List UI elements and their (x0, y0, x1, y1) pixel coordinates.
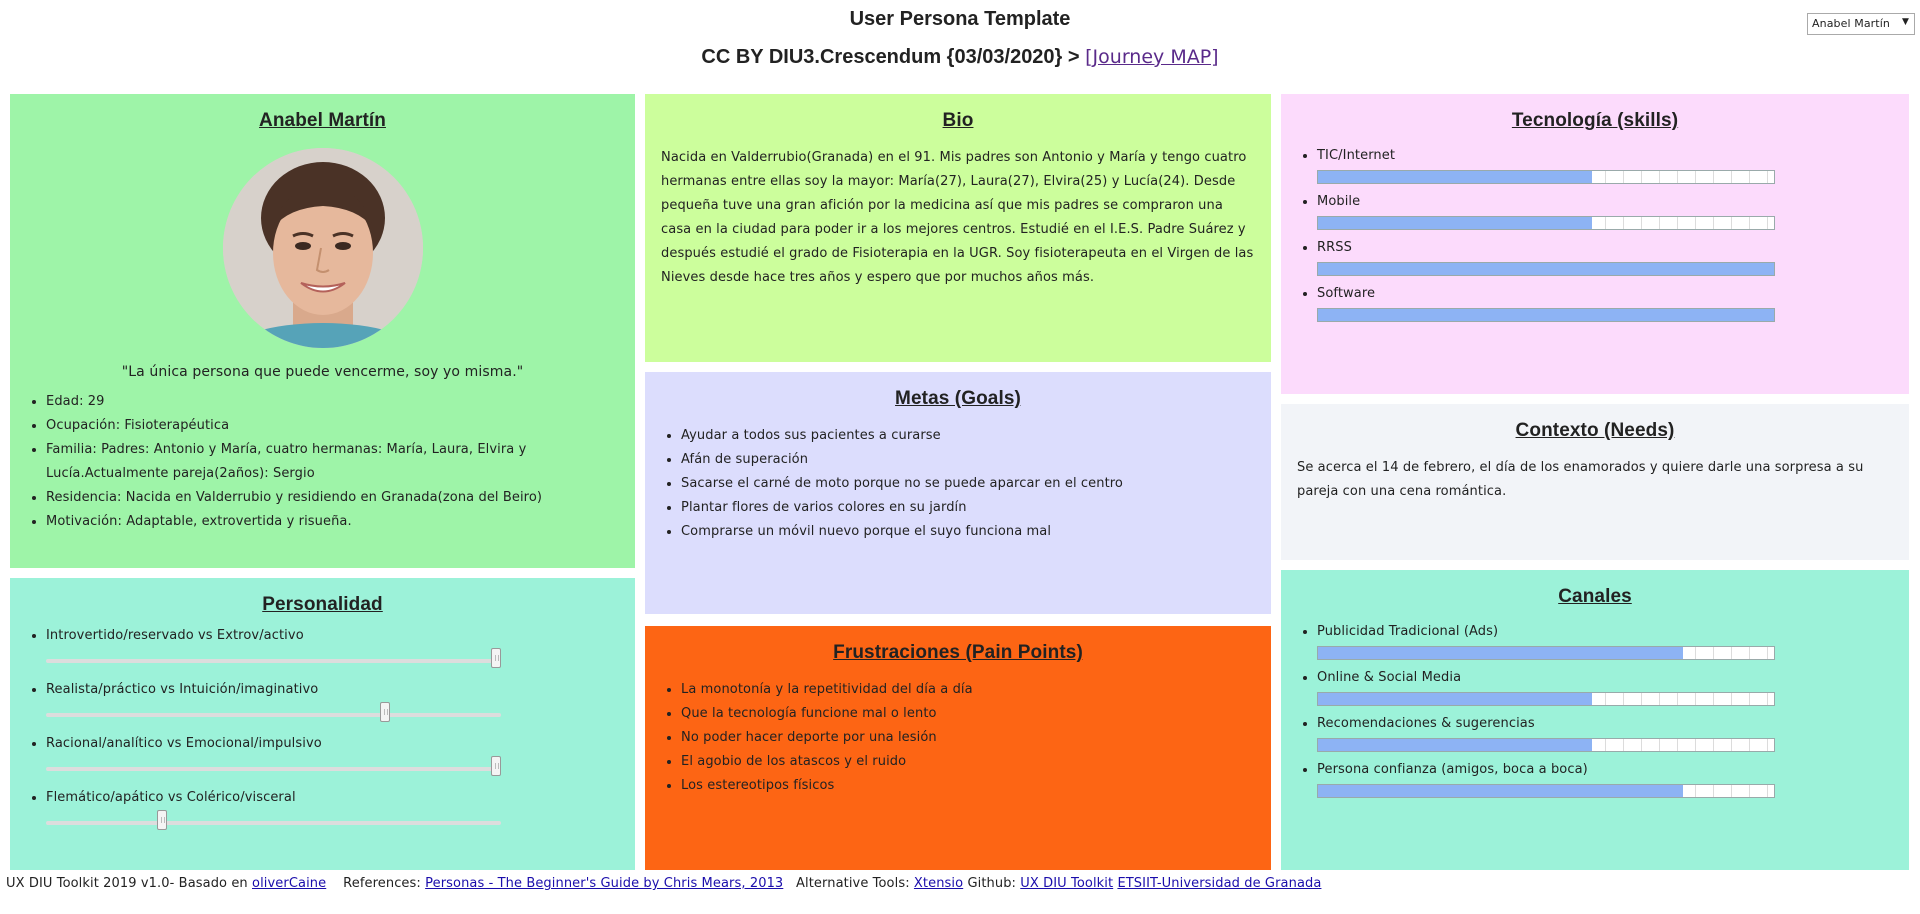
skill-item (1317, 282, 1893, 322)
skill-item (1317, 190, 1893, 230)
channels-list (1297, 620, 1893, 798)
channel-item (1317, 712, 1893, 752)
list-item: • Comprarse un móvil nuevo porque el suyo funciona mal (681, 520, 1255, 544)
personas-guide-link[interactable]: Personas - The Beginner's Guide by Chris Mears, 2013 (425, 876, 784, 891)
avatar-portrait-icon (223, 148, 423, 348)
trait-slider[interactable] (46, 808, 501, 842)
profile-panel (10, 94, 635, 568)
channel-label: Online & Social Media (1317, 670, 1462, 685)
skill-label: Mobile (1317, 194, 1361, 209)
channel-bar-fill (1318, 785, 1683, 797)
channel-label: Recomendaciones & sugerencias (1317, 716, 1535, 731)
persona-select[interactable] (1807, 13, 1915, 35)
persona-select-value: Anabel Martín (1812, 17, 1890, 30)
bio-title: Bio (942, 110, 974, 131)
trait-slider[interactable] (46, 646, 501, 680)
context-title: Contexto (Needs) (1515, 420, 1675, 441)
slider-thumb[interactable] (380, 702, 390, 722)
channel-bar (1317, 784, 1775, 798)
skill-label: Software (1317, 286, 1376, 301)
personality-title: Personalidad (262, 594, 383, 615)
list-item: • Afán de superación (681, 448, 1255, 472)
journey-map-link[interactable]: [Journey MAP] (1085, 46, 1219, 68)
slider-thumb[interactable] (491, 756, 501, 776)
page-title: User Persona Template (849, 8, 1071, 30)
trait-item (46, 680, 619, 734)
detail-residence: • Residencia: Nacida en Valderrubio y residiendo en Granada(zona del Beiro) (46, 486, 619, 510)
channel-bar (1317, 692, 1775, 706)
channel-item (1317, 620, 1893, 660)
avatar (223, 148, 423, 348)
xtensio-link[interactable]: Xtensio (913, 876, 964, 891)
list-item: • Ayudar a todos sus pacientes a curarse (681, 424, 1255, 448)
etsiit-link[interactable]: ETSIIT-Universidad de Granada (1117, 876, 1322, 891)
skill-bar-fill (1318, 217, 1592, 229)
slider-track (46, 767, 501, 771)
olivercaine-link[interactable]: oliverCaine (252, 876, 327, 891)
slider-track (46, 821, 501, 825)
skill-item (1317, 144, 1893, 184)
tech-panel (1281, 94, 1909, 394)
channel-item (1317, 666, 1893, 706)
slider-thumb[interactable] (157, 810, 167, 830)
channel-label: Persona confianza (amigos, boca a boca) (1317, 762, 1588, 777)
list-item: • Los estereotipos físicos (681, 774, 1255, 798)
trait-slider[interactable] (46, 700, 501, 734)
channel-bar-fill (1318, 739, 1592, 751)
frustrations-title: Frustraciones (Pain Points) (833, 642, 1083, 663)
personality-list (26, 626, 619, 842)
page-subtitle (0, 46, 1920, 69)
skill-bar-fill (1318, 263, 1774, 275)
tech-list (1297, 144, 1893, 322)
detail-age: • Edad: 29 (46, 390, 619, 414)
persona-name: Anabel Martín (259, 110, 386, 131)
goals-title: Metas (Goals) (895, 388, 1021, 409)
personality-panel (10, 578, 635, 870)
channel-item (1317, 758, 1893, 798)
slider-thumb[interactable] (491, 648, 501, 668)
slider-track (46, 713, 501, 717)
detail-occupation: • Ocupación: Fisioterapéutica (46, 414, 619, 438)
tech-title: Tecnología (skills) (1511, 110, 1679, 131)
skill-bar (1317, 262, 1775, 276)
channels-panel (1281, 570, 1909, 870)
ux-diu-toolkit-link[interactable]: UX DIU Toolkit (1020, 876, 1114, 891)
skill-item (1317, 236, 1893, 276)
trait-label: Introvertido/reservado vs Extrov/activo (46, 628, 304, 643)
alternative-tools-label: Alternative Tools: (796, 876, 910, 891)
trait-item (46, 788, 619, 842)
skill-bar (1317, 216, 1775, 230)
channels-title: Canales (1558, 586, 1632, 607)
goals-list (661, 424, 1255, 544)
slider-track (46, 659, 501, 663)
skill-bar (1317, 308, 1775, 322)
channel-label: Publicidad Tradicional (Ads) (1317, 624, 1499, 639)
context-panel (1281, 404, 1909, 560)
skill-bar (1317, 170, 1775, 184)
trait-item (46, 734, 619, 788)
detail-family: • Familia: Padres: Antonio y María, cuatro hermanas: María, Laura, Elvira y Lucía.Actualmente pareja(2años): Sergio (46, 438, 619, 486)
list-item: • Plantar flores de varios colores en su jardín (681, 496, 1255, 520)
trait-slider[interactable] (46, 754, 501, 788)
footer-prefix: UX DIU Toolkit 2019 v1.0- Basado en (6, 876, 248, 891)
list-item: • Sacarse el carné de moto porque no se puede aparcar en el centro (681, 472, 1255, 496)
list-item: • No poder hacer deporte por una lesión (681, 726, 1255, 750)
context-text: Se acerca el 14 de febrero, el día de los enamorados y quiere darle una sorpresa a su pareja con una cena romántica. (1297, 460, 1864, 499)
frustrations-panel (645, 626, 1271, 870)
trait-label: Realista/práctico vs Intuición/imaginativo (46, 682, 319, 697)
channel-bar-fill (1318, 693, 1592, 705)
trait-label: Racional/analítico vs Emocional/impulsivo (46, 736, 322, 751)
bio-text: Nacida en Valderrubio(Granada) en el 91. Mis padres son Antonio y María y tengo cuatro hermanas entre ellas soy la mayor: María(27), Laura(27), Elvira(25) y Lucía(24). Desde pequeña tuve una gran afición por la medicina así que mis padres se compraron una casa en la ciudad para poder ir a los mejores centros. Estudié en el I.E.S. Padre Suárez y después estudié el grado de Fisioterapia en la UGR. Soy fisioterapeuta en el Virgen de las Nieves desde hace tres años y espero que por muchos años más. (661, 150, 1254, 285)
channel-bar-fill (1318, 647, 1683, 659)
channel-bar (1317, 646, 1775, 660)
persona-quote: "La única persona que puede vencerme, soy yo misma." (121, 364, 524, 380)
profile-details (26, 390, 619, 534)
references-label: References: (343, 876, 421, 891)
frustrations-list (661, 678, 1255, 798)
skill-label: TIC/Internet (1317, 148, 1396, 163)
list-item: • Que la tecnología funcione mal o lento (681, 702, 1255, 726)
skill-bar-fill (1318, 171, 1592, 183)
skill-bar-fill (1318, 309, 1774, 321)
footer (6, 876, 1916, 891)
skill-label: RRSS (1317, 240, 1352, 255)
github-label: Github: (967, 876, 1017, 891)
detail-motivation: • Motivación: Adaptable, extrovertida y risueña. (46, 510, 619, 534)
subtitle-text: CC BY DIU3.Crescendum {03/03/2020} > (701, 46, 1080, 68)
chevron-down-icon: ▼ (1901, 17, 1909, 27)
list-item: • La monotonía y la repetitividad del día a día (681, 678, 1255, 702)
goals-panel (645, 372, 1271, 614)
channel-bar (1317, 738, 1775, 752)
bio-panel (645, 94, 1271, 362)
trait-label: Flemático/apático vs Colérico/visceral (46, 790, 296, 805)
list-item: • El agobio de los atascos y el ruido (681, 750, 1255, 774)
trait-item (46, 626, 619, 680)
